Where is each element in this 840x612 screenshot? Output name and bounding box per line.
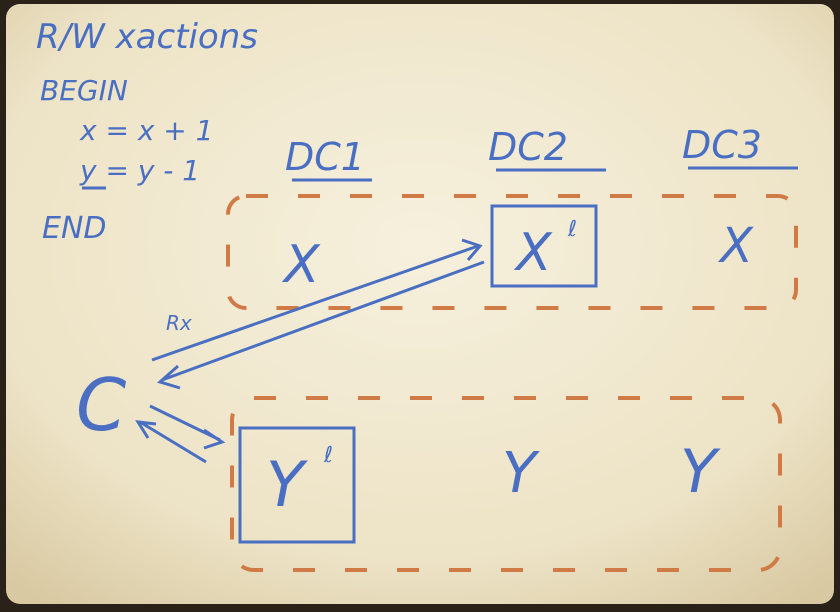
x-replica-dc1: X [284,235,320,295]
dc2-label: DC2 [488,125,568,169]
begin-keyword: BEGIN [40,74,128,107]
code-line-y: y = y - 1 [80,154,201,187]
y-replica-dc3: Y [680,437,717,507]
y-lock-marker: ℓ [324,443,334,468]
rx-arrow-label: Rx [166,311,192,335]
x-lock-marker: ℓ [568,217,578,242]
x-replica-dc3: X [720,218,753,274]
x-replica-dc2: X [516,223,552,283]
title-text: R/W xactions [36,17,258,57]
client-node: C [76,363,127,447]
y-replica-dc2: Y [502,441,537,506]
dc1-label: DC1 [285,135,365,179]
code-line-x: x = x + 1 [80,114,214,147]
dc3-label: DC3 [682,123,762,167]
y-replica-dc1: Y [266,448,304,521]
end-keyword: END [42,211,107,246]
paper-sheet [6,4,834,604]
